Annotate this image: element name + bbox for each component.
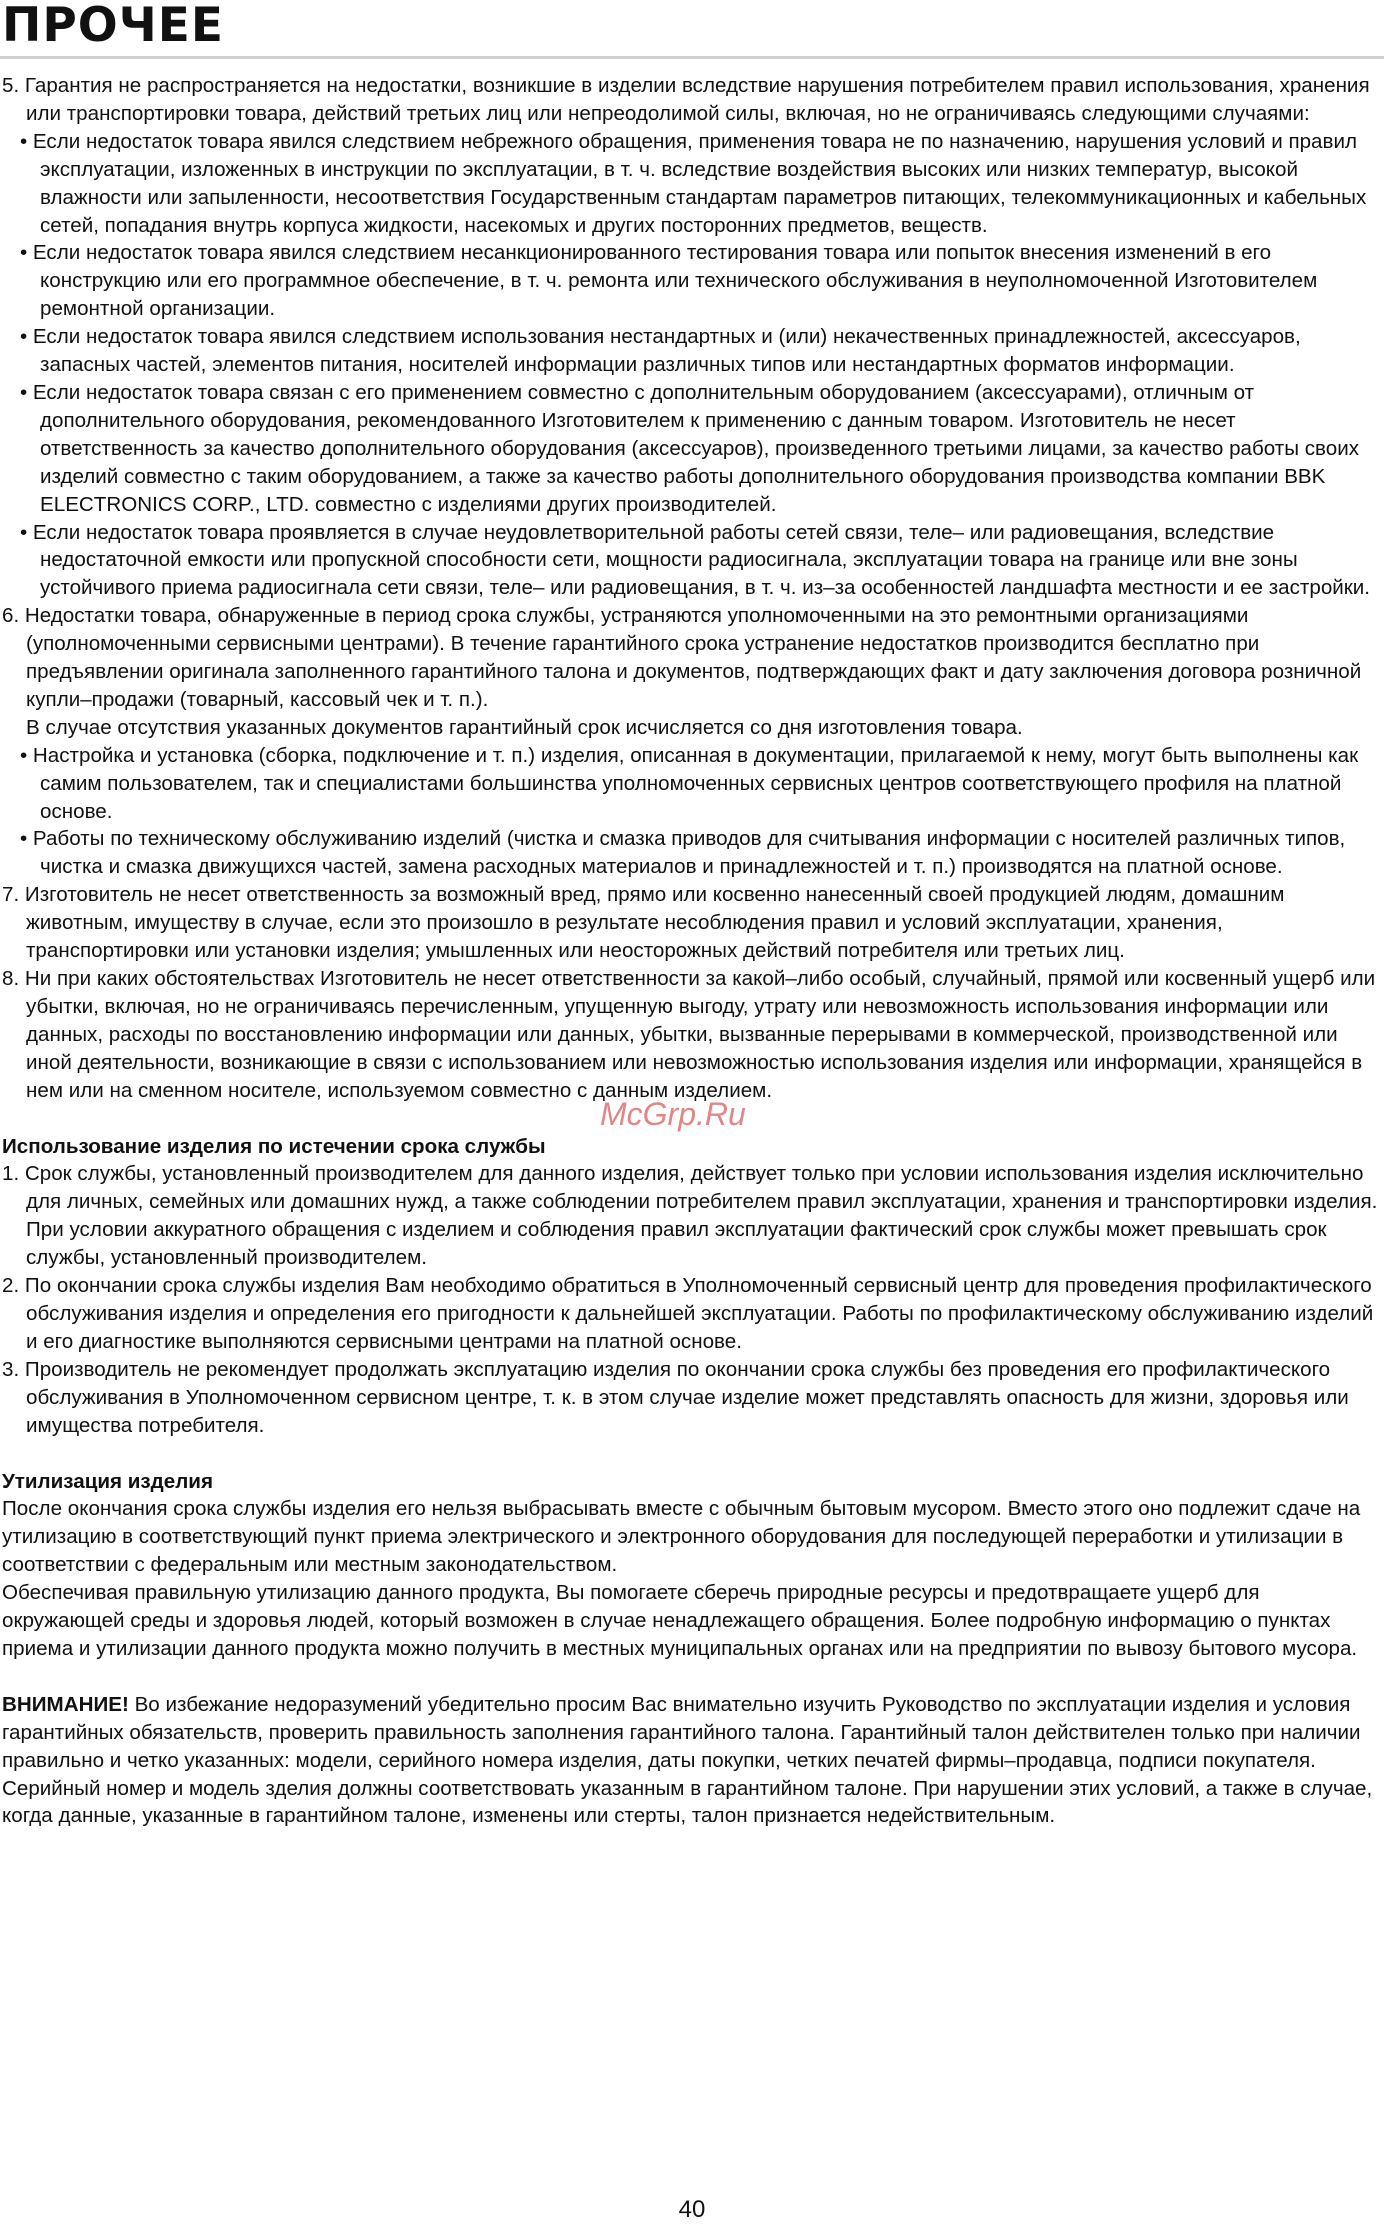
warranty-bullet: • Если недостаток товара явился следствием небрежного обращения, применения товара не по назначению, нарушения условий и правил эксплуатации, изложенных в инструкции по эксплуатации, в т. ч. вследствие воздействия высоких или низких температур, высокой влажности или запыленности, несоответствия Государственным стандартам параметров питающих, телекоммуникационных и кабельных сетей, попадания внутрь корпуса жидкости, насекомых и других посторонних предметов, веществ.: [20, 129, 1367, 237]
attention-label: ВНИМАНИЕ!: [2, 1692, 129, 1716]
page-number: 40: [678, 2196, 706, 2223]
disposal-paragraph: После окончания срока службы изделия его нельзя выбрасывать вместе с обычным бытовым мусором. Вместо этого оно подлежит сдаче на утилизацию в соответствующий пункт приема электрического и электронного оборудования для последующей переработки и утилизации в соответствии с федеральным или местным законодательством.: [2, 1497, 1361, 1577]
disposal-heading: Утилизация изделия: [2, 1469, 213, 1493]
service-life-item: 2. По окончании срока службы изделия Вам необходимо обратиться в Уполномоченный сервисный центр для проведения профилактического обслуживания изделия и определения его пригодности к дальнейшей эксплуатации. Работы по профилактическому обслуживанию изделий и его диагностике выполняются сервисными центрами на платной основе.: [2, 1274, 1374, 1353]
warranty-item-6: 6. Недостатки товара, обнаруженные в период срока службы, устраняются уполномоченными на это ремонтными организациями (уполномоченными сервисными центрами). В течение гарантийного срока устранение недостатков производится бесплатно при предъявлении оригинала заполненного гарантийного талона и документов, подтверждающих факт и дату заключения договора розничной купли–продажи (товарный, кассовый чек и т. п.).: [2, 604, 1362, 711]
watermark: McGrp.Ru: [600, 1096, 746, 1132]
service-life-heading: Использование изделия по истечении срока службы: [2, 1134, 546, 1158]
warranty-item-6-note: В случае отсутствия указанных документов гарантийный срок исчисляется со дня изготовления товара.: [26, 715, 1023, 739]
page-body: [2, 72, 1378, 1830]
warranty-bullet: • Если недостаток товара проявляется в случае неудовлетворительной работы сетей связи, теле– или радиовещания, вследствие недостаточной емкости или пропускной способности сети, мощности радиосигнала, эксплуатации товара на границе или вне зоны устойчивого приема радиосигнала сети связи, теле– или радиовещания, в т. ч. из–за особенностей ландшафта местности и ее застройки.: [20, 520, 1371, 600]
section-title: ПРОЧЕЕ: [2, 0, 224, 53]
disposal-paragraph: Обеспечивая правильную утилизацию данного продукта, Вы помогаете сберечь природные ресурсы и предотвращаете ущерб для окружающей среды и здоровья людей, который возможен в случае ненадлежащего обращения. Более подробную информацию о пунктах приема и утилизации данного продукта можно получить в местных муниципальных органах или на предприятии по вывозу бытового мусора.: [2, 1581, 1358, 1660]
warranty-bullet: • Если недостаток товара явился следствием использования нестандартных и (или) некачественных принадлежностей, аксессуаров, запасных частей, элементов питания, носителей информации различных типов или нестандартных форматов информации.: [20, 325, 1301, 377]
warranty-item-7: 7. Изготовитель не несет ответственность за возможный вред, прямо или косвенно нанесенный своей продукцией людям, домашним животным, имуществу в случае, если это произошло в результате несоблюдения правил и условий эксплуатации, хранения, транспортировки или установки изделия; умышленных или неосторожных действий потребителя или третьих лиц.: [2, 883, 1285, 963]
attention-text: Во избежание недоразумений убедительно просим Вас внимательно изучить Руководство по эксплуатации изделия и условия гарантийных обязательств, проверить правильность заполнения гарантийного талона. Гарантийный талон действителен только при наличии правильно и четко указанных: модели, серийного номера изделия, даты покупки, четких печатей фирмы–продавца, подписи покупателя. Серийный номер и модель зделия должны соответствовать указанным в гарантийном талоне. При нарушении этих условий, а также в случае, когда данные, указанные в гарантийном талоне, изменены или стерты, талон признается недействительным.: [2, 1692, 1373, 1828]
service-life-item: 1. Срок службы, установленный производителем для данного изделия, действует только при условии использования изделия исключительно для личных, семейных или домашних нужд, а также соблюдении потребителем правил эксплуатации, хранения и транспортировки изделия. При условии аккуратного обращения с изделием и соблюдения правил эксплуатации фактический срок службы может превышать срок службы, установленный производителем.: [2, 1162, 1378, 1270]
warranty-item-5: 5. Гарантия не распространяется на недостатки, возникшие в изделии вследствие нарушения потребителем правил использования, хранения или транспортировки товара, действий третьих лиц или непреодолимой силы, включая, но не ограничиваясь следующими случаями:: [2, 74, 1370, 125]
warranty-bullet: • Если недостаток товара связан с его применением совместно с дополнительным оборудованием (аксессуарами), отличным от дополнительного оборудования, рекомендованного Изготовителем к применению с данным товаром. Изготовитель не несет ответственность за качество дополнительного оборудования (аксессуаров), произведенного третьими лицами, за качество работы своих изделий совместно с таким оборудованием, а также за качество работы дополнительного оборудования производства компании BBK ELECTRONICS CORP., LTD. совместно с изделиями других производителей.: [20, 380, 1360, 516]
page-header: [0, 0, 1384, 59]
warranty-item-8: 8. Ни при каких обстоятельствах Изготовитель не несет ответственности за какой–либо особый, случайный, прямой или косвенный ущерб или убытки, включая, но не ограничиваясь перечисленным, упущенную выгоду, утрату или невозможность использования информации или данных, расходы по восстановлению информации или данных, убытки, вызванные перерывами в коммерческой, производственной или иной деятельности, возникающие в связи с использованием или невозможностью использования изделия или информации, хранящейся в нем или на сменном носителе, используемом совместно с данным изделием.: [2, 967, 1376, 1102]
attention-paragraph: [2, 1691, 1378, 1831]
warranty-bullet: • Работы по техническому обслуживанию изделий (чистка и смазка приводов для считывания информации с носителей различных типов, чистка и смазка движущихся частей, замена расходных материалов и принадлежностей и т. п.) производятся на платной основе.: [20, 827, 1346, 879]
warranty-bullet: • Настройка и установка (сборка, подключение и т. п.) изделия, описанная в документации, прилагаемой к нему, могут быть выполнены как самим пользователем, так и специалистами большинства уполномоченных сервисных центров соответствующего профиля на платной основе.: [20, 743, 1359, 823]
service-life-item: 3. Производитель не рекомендует продолжать эксплуатацию изделия по окончании срока службы без проведения его профилактического обслуживания в Уполномоченном сервисном центре, т. к. в этом случае изделие может представлять опасность для жизни, здоровья или имущества потребителя.: [2, 1357, 1349, 1437]
warranty-bullet: • Если недостаток товара явился следствием несанкционированного тестирования товара или попыток внесения изменений в его конструкцию или его программное обеспечение, в т. ч. ремонта или технического обслуживания в неуполномоченной Изготовителем ремонтной организации.: [20, 241, 1318, 321]
